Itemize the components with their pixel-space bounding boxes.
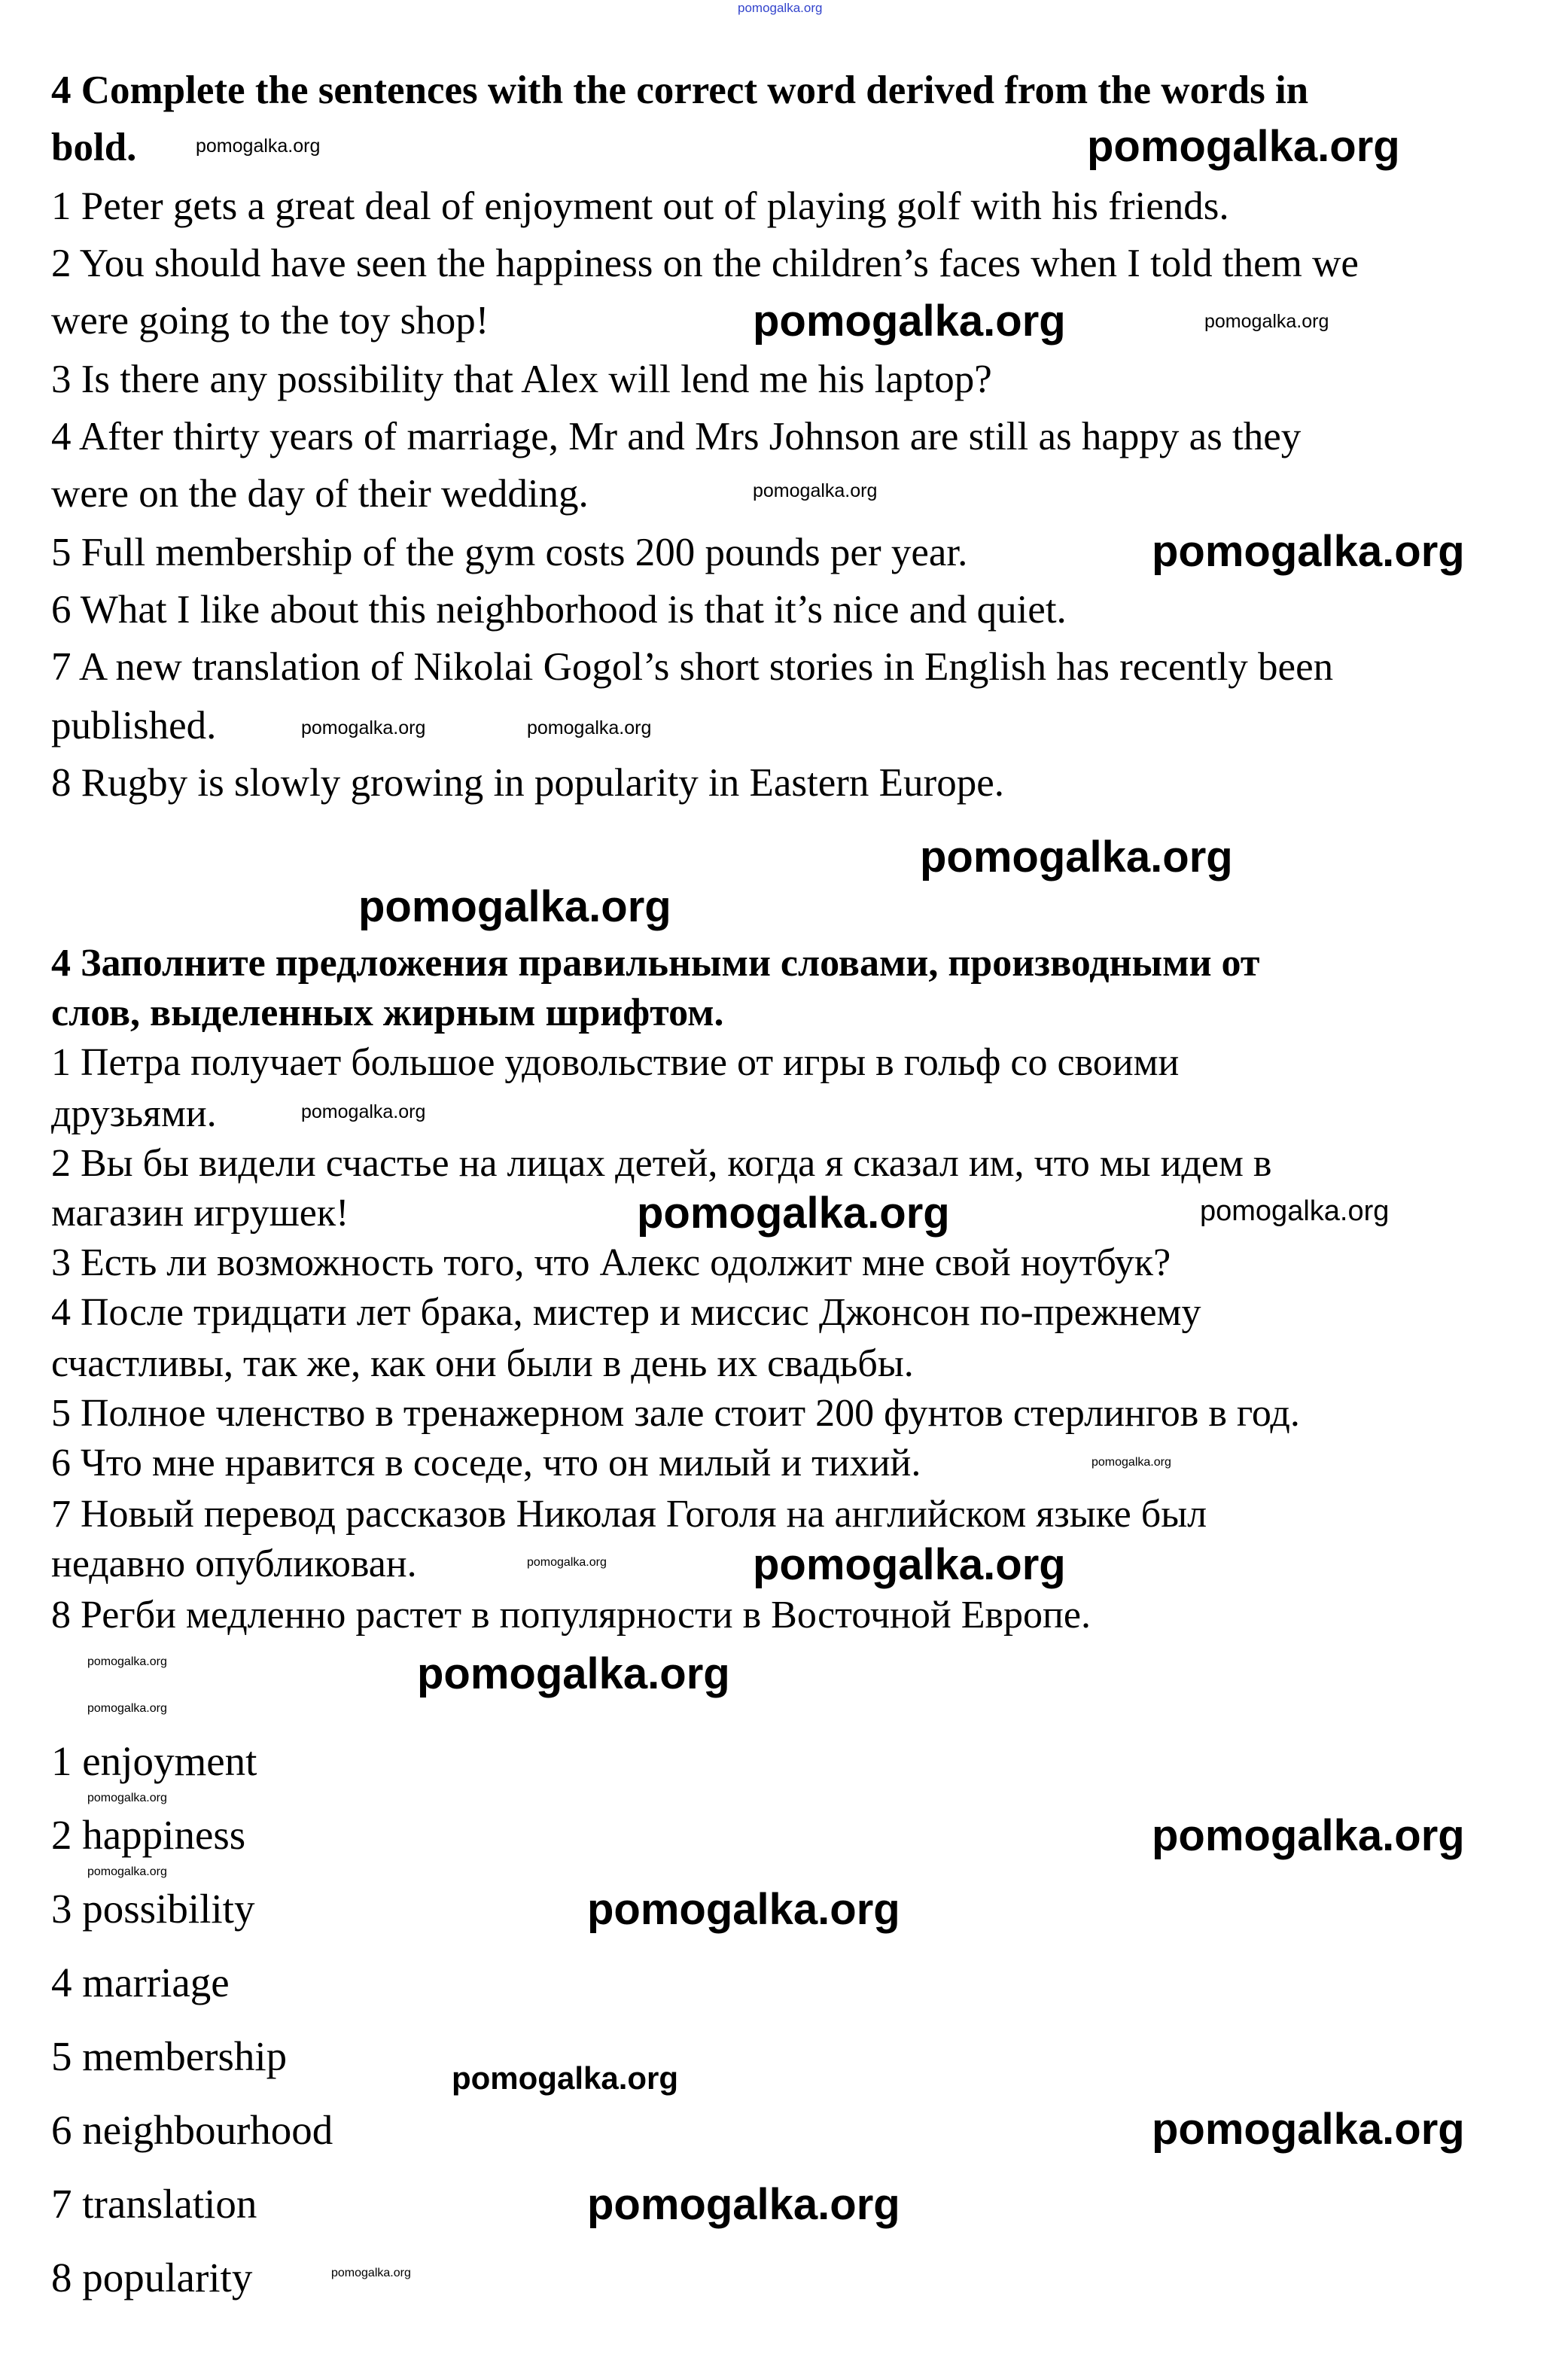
russian-line: 8 Регби медленно растет в популярности в Восточной Европе. [51, 1594, 1091, 1637]
russian-line: 5 Полное членство в тренажерном зале стоит 200 фунтов стерлингов в год. [51, 1392, 1300, 1435]
watermark-text: pomogalka.org [358, 882, 671, 931]
watermark-text: pomogalka.org [1152, 527, 1465, 576]
english-line: were on the day of their wedding. [51, 472, 589, 516]
english-line: 8 Rugby is slowly growing in popularity in Eastern Europe. [51, 761, 1004, 805]
russian-line: друзьями. [51, 1092, 217, 1135]
russian-line: 4 После тридцати лет брака, мистер и миссис Джонсон по-прежнему [51, 1291, 1201, 1334]
watermark-text: pomogalka.org [587, 2180, 900, 2229]
watermark-text: pomogalka.org [196, 135, 321, 157]
watermark-text: pomogalka.org [1092, 1456, 1171, 1469]
answer-item: 8 popularity [51, 2255, 253, 2300]
russian-line: недавно опубликован. [51, 1542, 417, 1585]
watermark-text: pomogalka.org [527, 717, 652, 738]
watermark-text: pomogalka.org [452, 2060, 679, 2096]
english-line: published. [51, 704, 217, 748]
watermark-text: pomogalka.org [1152, 1811, 1465, 1860]
watermark-text: pomogalka.org [527, 1556, 607, 1569]
watermark-text: pomogalka.org [1087, 122, 1400, 171]
watermark-text: pomogalka.org [87, 1865, 167, 1878]
english-line: were going to the toy shop! [51, 299, 489, 343]
watermark-text: pomogalka.org [637, 1189, 950, 1238]
english-title-line-2: bold. [51, 126, 137, 169]
russian-title-line-2: слов, выделенных жирным шрифтом. [51, 991, 724, 1034]
watermark-text: pomogalka.org [1200, 1195, 1390, 1227]
answer-item: 3 possibility [51, 1886, 255, 1932]
watermark-text: pomogalka.org [331, 2267, 411, 2279]
russian-line: счастливы, так же, как они были в день их свадьбы. [51, 1342, 914, 1385]
russian-line: магазин игрушек! [51, 1192, 349, 1235]
watermark-text: pomogalka.org [738, 1, 823, 15]
watermark-text: pomogalka.org [587, 1885, 900, 1934]
english-line: 1 Peter gets a great deal of enjoyment out of playing golf with his friends. [51, 184, 1229, 228]
english-line: 7 A new translation of Nikolai Gogol’s short stories in English has recently been [51, 645, 1334, 689]
answer-item: 7 translation [51, 2181, 257, 2227]
answer-item: 5 membership [51, 2033, 288, 2079]
answer-item: 4 marriage [51, 1959, 230, 2005]
russian-title-line-1: 4 Заполните предложения правильными словами, производными от [51, 942, 1260, 985]
watermark-text: pomogalka.org [87, 1702, 167, 1715]
watermark-text: pomogalka.org [417, 1649, 730, 1698]
watermark-text: pomogalka.org [753, 297, 1066, 346]
english-line: 4 After thirty years of marriage, Mr and Mrs Johnson are still as happy as they [51, 415, 1302, 458]
answer-item: 1 enjoyment [51, 1738, 257, 1784]
russian-line: 1 Петра получает большое удовольствие от игры в гольф со своими [51, 1041, 1180, 1084]
watermark-text: pomogalka.org [753, 480, 878, 501]
watermark-text: pomogalka.org [920, 833, 1233, 882]
watermark-text: pomogalka.org [87, 1792, 167, 1804]
russian-line: 2 Вы бы видели счастье на лицах детей, когда я сказал им, что мы идем в [51, 1142, 1272, 1185]
answer-item: 6 neighbourhood [51, 2107, 333, 2153]
watermark-text: pomogalka.org [87, 1655, 167, 1668]
english-line: 3 Is there any possibility that Alex will lend me his laptop? [51, 358, 992, 401]
english-line: 6 What I like about this neighborhood is that it’s nice and quiet. [51, 588, 1067, 632]
russian-line: 7 Новый перевод рассказов Николая Гоголя на английском языке был [51, 1493, 1207, 1536]
watermark-text: pomogalka.org [753, 1540, 1066, 1589]
watermark-text: pomogalka.org [1152, 2105, 1465, 2154]
english-line: 5 Full membership of the gym costs 200 pounds per year. [51, 531, 968, 574]
russian-line: 6 Что мне нравится в соседе, что он милый и тихий. [51, 1442, 921, 1484]
watermark-text: pomogalka.org [1204, 311, 1329, 332]
english-line: 2 You should have seen the happiness on the children’s faces when I told them we [51, 242, 1359, 285]
watermark-text: pomogalka.org [301, 717, 426, 738]
english-title-line-1: 4 Complete the sentences with the correct word derived from the words in [51, 69, 1309, 112]
watermark-text: pomogalka.org [301, 1101, 426, 1122]
answer-item: 2 happiness [51, 1812, 246, 1858]
russian-line: 3 Есть ли возможность того, что Алекс одолжит мне свой ноутбук? [51, 1241, 1171, 1284]
